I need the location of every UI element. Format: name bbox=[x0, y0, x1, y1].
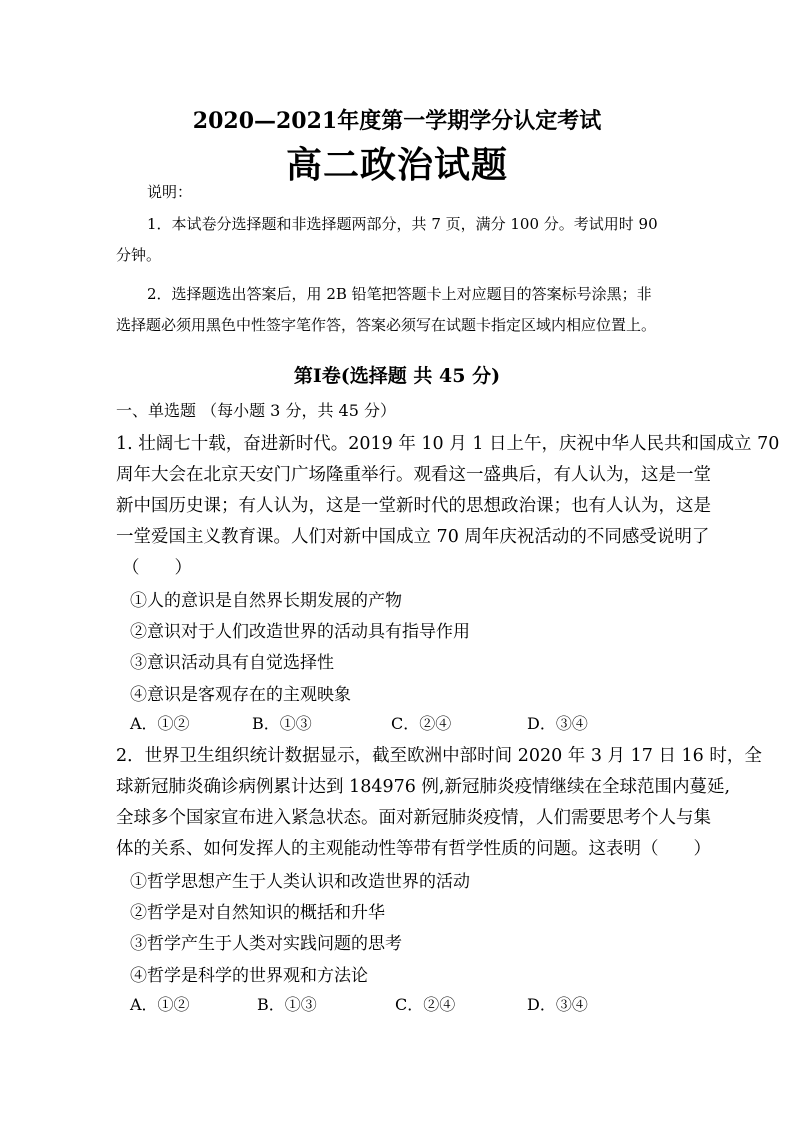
question-1-option: ③意识活动具有自觉选择性 bbox=[130, 653, 334, 673]
question-1-option: ④意识是客观存在的主观映象 bbox=[130, 685, 351, 705]
question-2-line: 2．世界卫生组织统计数据显示，截至欧洲中部时间 2020 年 3 月 17 日 16 时，全 bbox=[116, 746, 762, 766]
question-1-line: 一堂爱国主义教育课。人们对新中国成立 70 周年庆祝活动的不同感受说明了 bbox=[116, 527, 710, 547]
question-2-option: ④哲学是科学的世界观和方法论 bbox=[130, 966, 368, 986]
section-title: 第Ⅰ卷(选择题 共 45 分) bbox=[293, 365, 501, 387]
subject-title: 高二政治试题 bbox=[285, 145, 508, 186]
instructions-label: 说明： bbox=[147, 183, 193, 201]
instruction-1-line-1: 1．本试卷分选择题和非选择题两部分，共 7 页，满分 100 分。考试用时 90 bbox=[147, 215, 658, 233]
question-2-option: ②哲学是对自然知识的概括和升华 bbox=[130, 903, 385, 923]
question-2-line: 体的关系、如何发挥人的主观能动性等带有哲学性质的问题。这表明（ ） bbox=[116, 839, 711, 859]
question-2-line: 球新冠肺炎确诊病例累计达到 184976 例,新冠肺炎疫情继续在全球范围内蔓延, bbox=[116, 777, 731, 797]
question-1-line: 周年大会在北京天安门广场隆重举行。观看这一盛典后，有人认为，这是一堂 bbox=[116, 465, 711, 485]
question-2-option: ①哲学思想产生于人类认识和改造世界的活动 bbox=[130, 872, 470, 892]
question-1-option: ①人的意识是自然界长期发展的产物 bbox=[130, 591, 402, 611]
question-1-answer-blank: （ ） bbox=[122, 558, 192, 578]
question-1-choice-b: B．①③ bbox=[252, 714, 312, 733]
question-1-option: ②意识对于人们改造世界的活动具有指导作用 bbox=[130, 622, 470, 642]
question-1-choice-a: A．①② bbox=[130, 714, 190, 733]
exam-title: 2020—2021年度第一学期学分认定考试 bbox=[192, 108, 602, 134]
question-2-line: 全球多个国家宣布进入紧急状态。面对新冠肺炎疫情，人们需要思考个人与集 bbox=[116, 808, 711, 828]
question-2-option: ③哲学产生于人类对实践问题的思考 bbox=[130, 934, 402, 954]
instruction-2-line-1: 2．选择题选出答案后，用 2B 铅笔把答题卡上对应题目的答案标号涂黑；非 bbox=[147, 285, 652, 303]
instruction-1-line-2: 分钟。 bbox=[116, 246, 162, 264]
question-type-heading: 一、单选题 （每小题 3 分，共 45 分） bbox=[116, 401, 396, 420]
question-2-choice-a: A．①② bbox=[130, 995, 190, 1014]
question-1-line: 新中国历史课；有人认为，这是一堂新时代的思想政治课；也有人认为，这是 bbox=[116, 496, 711, 516]
question-2-choice-b: B．①③ bbox=[257, 995, 317, 1014]
instruction-2-line-2: 选择题必须用黑色中性签字笔作答，答案必须写在试题卡指定区域内相应位置上。 bbox=[116, 316, 657, 334]
question-1-line: 1. 壮阔七十载，奋进新时代。2019 年 10 月 1 日上午，庆祝中华人民共和国成立 70 bbox=[116, 434, 780, 454]
question-2-choice-d: D．③④ bbox=[527, 995, 588, 1014]
question-1-choice-c: C．②④ bbox=[391, 714, 452, 733]
question-1-choice-d: D．③④ bbox=[527, 714, 588, 733]
question-2-choice-c: C．②④ bbox=[395, 995, 456, 1014]
